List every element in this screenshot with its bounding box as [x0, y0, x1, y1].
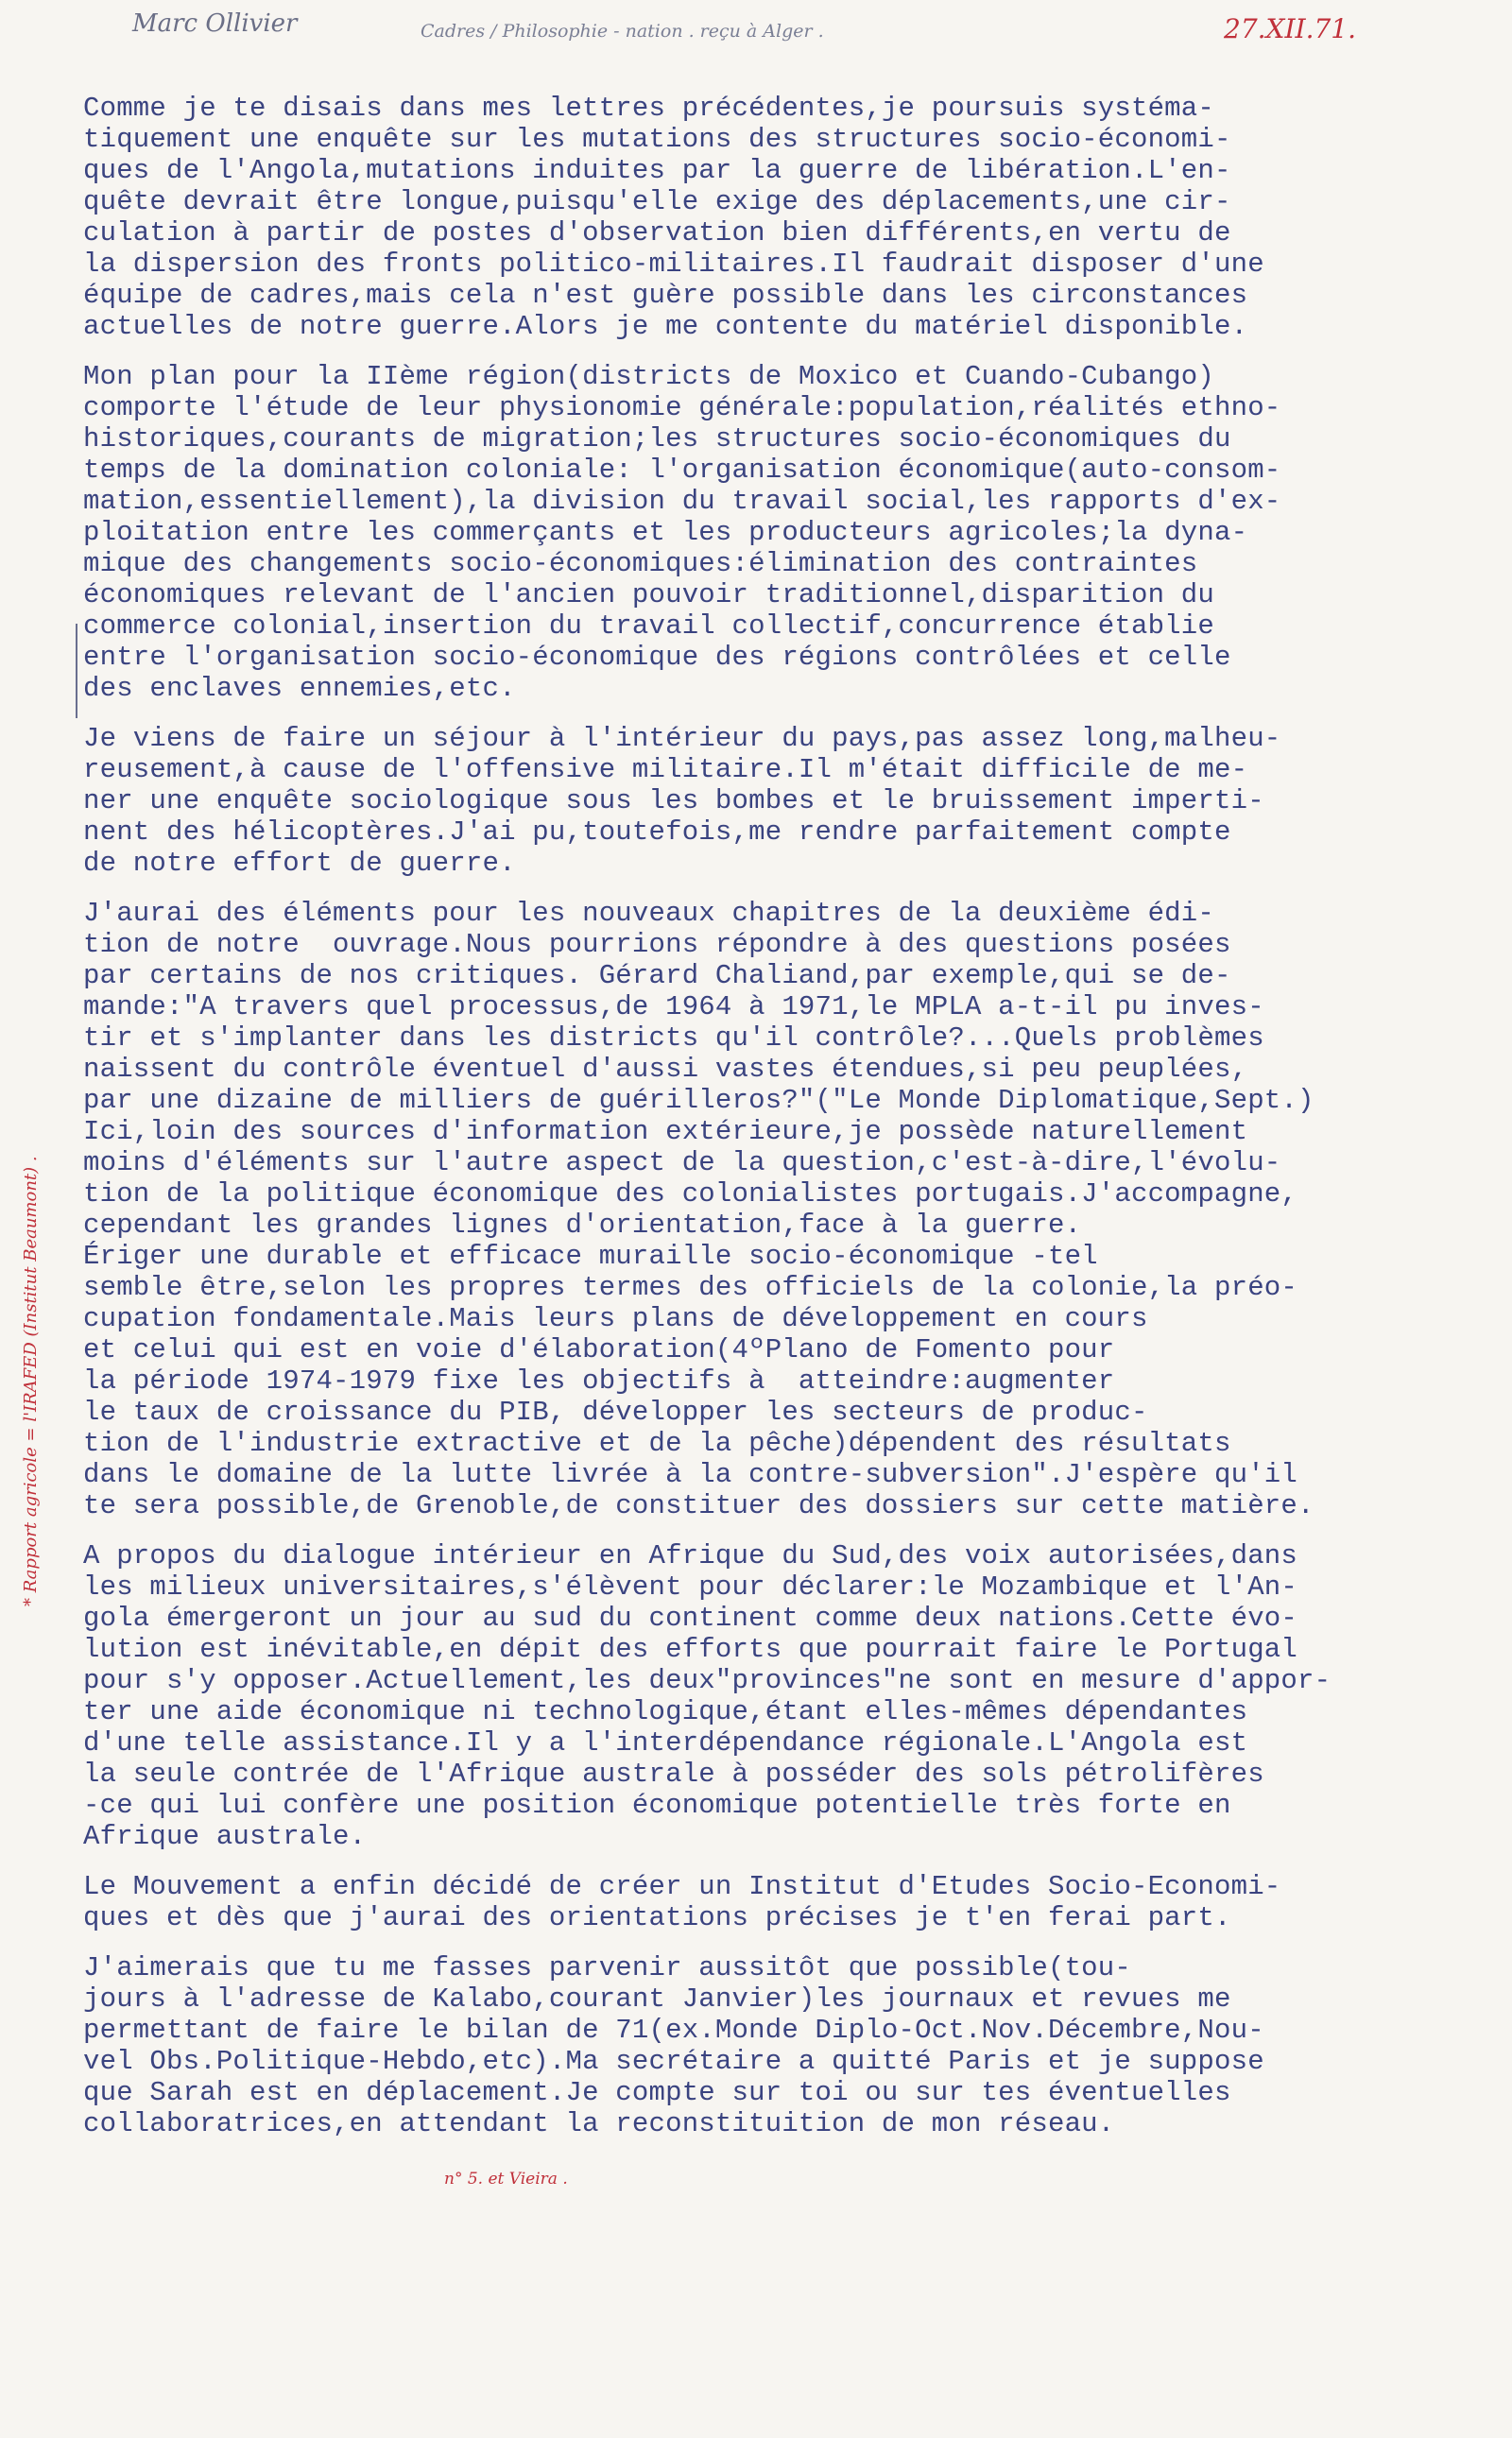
text-line: quête devrait être longue,puisqu'elle exige des déplacements,une cir- — [83, 186, 1231, 217]
text-line: vel Obs.Politique-Hebdo,etc).Ma secrétaire a quitté Paris et je suppose — [83, 2046, 1264, 2077]
handwritten-date: 27.XII.71. — [1224, 13, 1357, 44]
text-line: te sera possible,de Grenoble,de constituer des dossiers sur cette matière. — [83, 1490, 1314, 1521]
text-line: Comme je te disais dans mes lettres précédentes,je poursuis systéma- — [83, 93, 1214, 124]
text-line: la période 1974-1979 fixe les objectifs à atteindre:augmenter — [83, 1365, 1115, 1397]
text-line: historiques,courants de migration;les structures socio-économiques du — [83, 423, 1231, 455]
text-line: d'une telle assistance.Il y a l'interdépendance régionale.L'Angola est — [83, 1727, 1248, 1759]
handwritten-subject-note: Cadres / Philosophie - nation . reçu à Alger . — [421, 21, 824, 42]
text-line: mique des changements socio-économiques:élimination des contraintes — [83, 548, 1198, 579]
text-line: la seule contrée de l'Afrique australe à posséder des sols pétrolifères — [83, 1759, 1264, 1790]
text-line: nent des hélicoptères.J'ai pu,toutefois,me rendre parfaitement compte — [83, 816, 1231, 848]
text-line: comporte l'étude de leur physionomie générale:population,réalités ethno- — [83, 392, 1281, 423]
text-line: tiquement une enquête sur les mutations des structures socio-économi- — [83, 124, 1231, 155]
text-line: les milieux universitaires,s'élèvent pour déclarer:le Mozambique et l'An- — [83, 1571, 1298, 1603]
text-line: mande:"A travers quel processus,de 1964 à 1971,le MPLA a-t-il pu inves- — [83, 991, 1264, 1022]
paragraph-enquete — [83, 93, 1510, 342]
text-line: naissent du contrôle éventuel d'aussi vastes étendues,si peu peuplées, — [83, 1054, 1248, 1085]
paragraph-journaux — [83, 1952, 1510, 2139]
text-line: le taux de croissance du PIB, développer les secteurs de produc- — [83, 1397, 1148, 1428]
text-line: par certains de nos critiques. Gérard Chaliand,par exemple,qui se de- — [83, 960, 1231, 991]
paragraph-sejour — [83, 723, 1510, 879]
text-line: Je viens de faire un séjour à l'intérieur du pays,pas assez long,malheu- — [83, 723, 1281, 754]
text-line: des enclaves ennemies,etc. — [83, 673, 516, 704]
text-line: collaboratrices,en attendant la reconstituition de mon réseau. — [83, 2108, 1115, 2139]
paragraph-institut — [83, 1871, 1510, 1933]
typed-letter-body — [83, 93, 1510, 2158]
handwritten-margin-note: * Rapport agricole = l'IRAFED (Institut Beaumont) . — [21, 1156, 41, 1606]
text-line: J'aurai des éléments pour les nouveaux chapitres de la deuxième édi- — [83, 898, 1214, 929]
handwritten-author: Marc Ollivier — [132, 9, 298, 38]
text-line: tir et s'implanter dans les districts qu'il contrôle?...Quels problèmes — [83, 1022, 1264, 1054]
text-line: ques et dès que j'aurai des orientations précises je t'en ferai part. — [83, 1902, 1231, 1933]
text-line: et celui qui est en voie d'élaboration(4ºPlano de Fomento pour — [83, 1334, 1115, 1365]
text-line: Ici,loin des sources d'information extérieure,je possède naturellement — [83, 1116, 1248, 1147]
text-line: semble être,selon les propres termes des officiels de la colonie,la préo- — [83, 1272, 1298, 1303]
text-line: de notre effort de guerre. — [83, 848, 516, 879]
handwritten-foot-note: n° 5. et Vieira . — [444, 2170, 568, 2189]
text-line: cependant les grandes lignes d'orientation,face à la guerre. — [83, 1210, 1082, 1241]
text-line: équipe de cadres,mais cela n'est guère possible dans les circonstances — [83, 280, 1248, 311]
paragraph-edition — [83, 898, 1510, 1521]
text-line: ner une enquête sociologique sous les bombes et le bruissement imperti- — [83, 785, 1264, 816]
text-line: Afrique australe. — [83, 1821, 367, 1852]
text-line: culation à partir de postes d'observation bien différents,en vertu de — [83, 217, 1231, 249]
text-line: moins d'éléments sur l'autre aspect de la question,c'est-à-dire,l'évolu- — [83, 1147, 1281, 1178]
text-line: que Sarah est en déplacement.Je compte sur toi ou sur tes éventuelles — [83, 2077, 1231, 2108]
text-line: dans le domaine de la lutte livrée à la contre-subversion".J'espère qu'il — [83, 1459, 1298, 1490]
text-line: tion de notre ouvrage.Nous pourrions répondre à des questions posées — [83, 929, 1231, 960]
text-line: cupation fondamentale.Mais leurs plans de développement en cours — [83, 1303, 1148, 1334]
text-line: Mon plan pour la IIème région(districts de Moxico et Cuando-Cubango) — [83, 361, 1214, 392]
text-line: Ériger une durable et efficace muraille socio-économique -tel — [83, 1241, 1098, 1272]
text-line: mation,essentiellement),la division du travail social,les rapports d'ex- — [83, 486, 1281, 517]
text-line: économiques relevant de l'ancien pouvoir traditionnel,disparition du — [83, 579, 1214, 610]
text-line: la dispersion des fronts politico-militaires.Il faudrait disposer d'une — [83, 249, 1264, 280]
margin-mark — [76, 624, 77, 718]
text-line: Le Mouvement a enfin décidé de créer un Institut d'Etudes Socio-Economi- — [83, 1871, 1281, 1902]
text-line: A propos du dialogue intérieur en Afrique du Sud,des voix autorisées,dans — [83, 1540, 1298, 1571]
paragraph-plan — [83, 361, 1510, 704]
text-line: tion de l'industrie extractive et de la pêche)dépendent des résultats — [83, 1428, 1231, 1459]
text-line: -ce qui lui confère une position économique potentielle très forte en — [83, 1790, 1231, 1821]
text-line: J'aimerais que tu me fasses parvenir aussitôt que possible(tou- — [83, 1952, 1131, 1983]
paragraph-afrique-du-sud — [83, 1540, 1510, 1852]
text-line: commerce colonial,insertion du travail collectif,concurrence établie — [83, 610, 1214, 642]
text-line: jours à l'adresse de Kalabo,courant Janvier)les journaux et revues me — [83, 1983, 1231, 2015]
text-line: par une dizaine de milliers de guérilleros?"("Le Monde Diplomatique,Sept.) — [83, 1085, 1314, 1116]
text-line: entre l'organisation socio-économique des régions contrôlées et celle — [83, 642, 1231, 673]
text-line: actuelles de notre guerre.Alors je me contente du matériel disponible. — [83, 311, 1248, 342]
text-line: tion de la politique économique des colonialistes portugais.J'accompagne, — [83, 1178, 1298, 1210]
text-line: reusement,à cause de l'offensive militaire.Il m'était difficile de me- — [83, 754, 1248, 785]
text-line: lution est inévitable,en dépit des efforts que pourrait faire le Portugal — [83, 1634, 1298, 1665]
text-line: ter une aide économique ni technologique,étant elles-mêmes dépendantes — [83, 1696, 1248, 1727]
text-line: gola émergeront un jour au sud du continent comme deux nations.Cette évo- — [83, 1603, 1298, 1634]
text-line: temps de la domination coloniale: l'organisation économique(auto-consom- — [83, 455, 1281, 486]
text-line: pour s'y opposer.Actuellement,les deux"provinces"ne sont en mesure d'appor- — [83, 1665, 1332, 1696]
text-line: permettant de faire le bilan de 71(ex.Monde Diplo-Oct.Nov.Décembre,Nou- — [83, 2015, 1264, 2046]
text-line: ques de l'Angola,mutations induites par la guerre de libération.L'en- — [83, 155, 1231, 186]
text-line: ploitation entre les commerçants et les producteurs agricoles;la dyna- — [83, 517, 1248, 548]
